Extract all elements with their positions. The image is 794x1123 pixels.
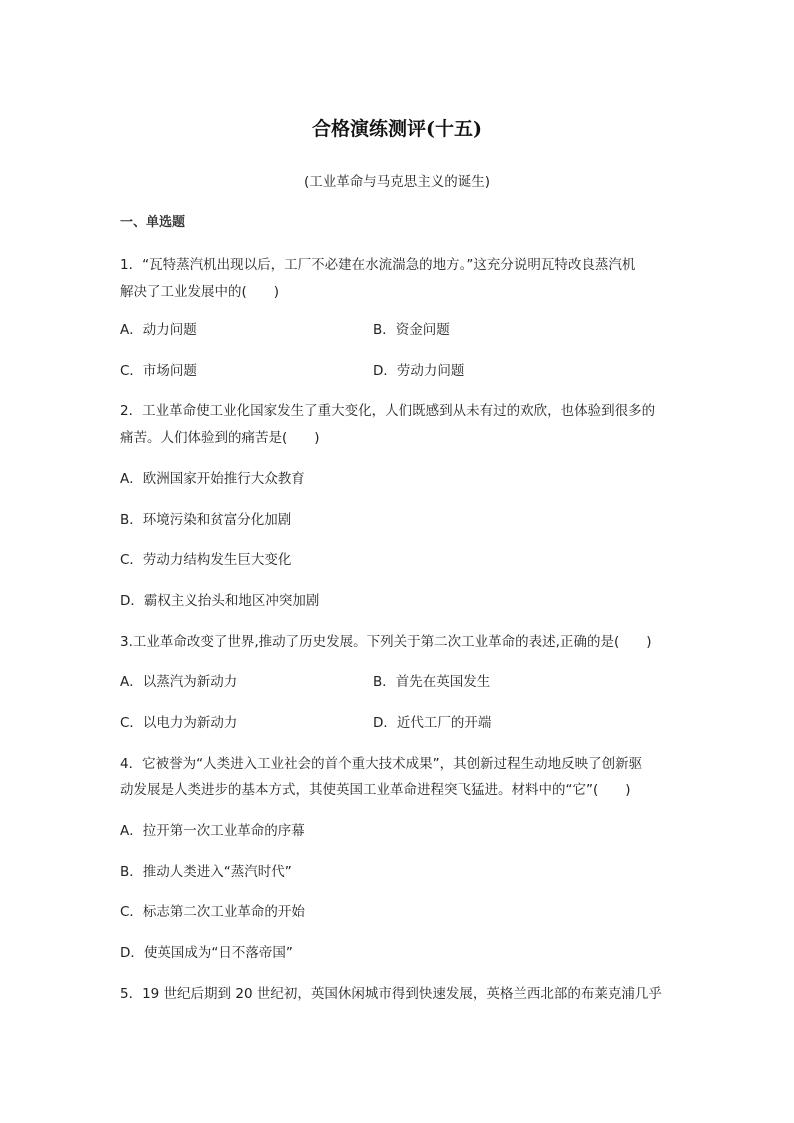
question-1-stem-line2: 解决了工业发展中的( ): [120, 284, 280, 300]
question-1-option-b: B．资金问题: [373, 322, 450, 338]
question-1-stem-line1: 1．“瓦特蒸汽机出现以后，工厂不必建在水流湍急的地方。”这充分说明瓦特改良蒸汽机: [120, 257, 636, 273]
question-3-option-a: A．以蒸汽为新动力: [120, 674, 238, 690]
question-3-stem-line1: 3.工业革命改变了世界,推动了历史发展。下列关于第二次工业革命的表述,正确的是( ): [120, 634, 652, 650]
question-3-option-c: C．以电力为新动力: [120, 715, 238, 731]
question-2-option-c: C．劳动力结构发生巨大变化: [120, 552, 292, 568]
page-subtitle: (工业革命与马克思主义的诞生): [303, 174, 491, 190]
question-2-option-d: D．霸权主义抬头和地区冲突加剧: [120, 593, 320, 609]
question-1-option-d: D．劳动力问题: [373, 363, 465, 379]
page-title: 合格演练测评(十五): [312, 118, 482, 140]
question-2-stem-line2: 痛苦。人们体验到的痛苦是( ): [120, 430, 320, 446]
question-2-stem-line1: 2．工业革命使工业化国家发生了重大变化，人们既感到从未有过的欢欣，也体验到很多的: [120, 403, 656, 419]
question-4-stem-line2: 动发展是人类进步的基本方式，其使英国工业革命进程突飞猛进。材料中的“它”( ): [120, 782, 631, 798]
question-3-option-d: D．近代工厂的开端: [373, 715, 492, 731]
question-2-option-a: A．欧洲国家开始推行大众教育: [120, 471, 305, 487]
question-4-option-c: C．标志第二次工业革命的开始: [120, 904, 305, 920]
section-heading: 一、单选题: [120, 215, 186, 230]
question-1-option-c: C．市场问题: [120, 363, 197, 379]
question-4-option-a: A．拉开第一次工业革命的序幕: [120, 823, 305, 839]
question-4-option-d: D．使英国成为“日不落帝国”: [120, 945, 293, 961]
question-3-option-b: B．首先在英国发生: [373, 674, 491, 690]
question-1-option-a: A．动力问题: [120, 322, 197, 338]
question-5-stem-line1: 5．19 世纪后期到 20 世纪初，英国休闲城市得到快速发展，英格兰西北部的布莱克浦几乎: [120, 986, 662, 1002]
question-2-option-b: B．环境污染和贫富分化加剧: [120, 512, 292, 528]
question-4-stem-line1: 4．它被誉为“人类进入工业社会的首个重大技术成果”，其创新过程生动地反映了创新驱: [120, 756, 643, 772]
question-4-option-b: B．推动人类进入“蒸汽时代”: [120, 864, 292, 880]
